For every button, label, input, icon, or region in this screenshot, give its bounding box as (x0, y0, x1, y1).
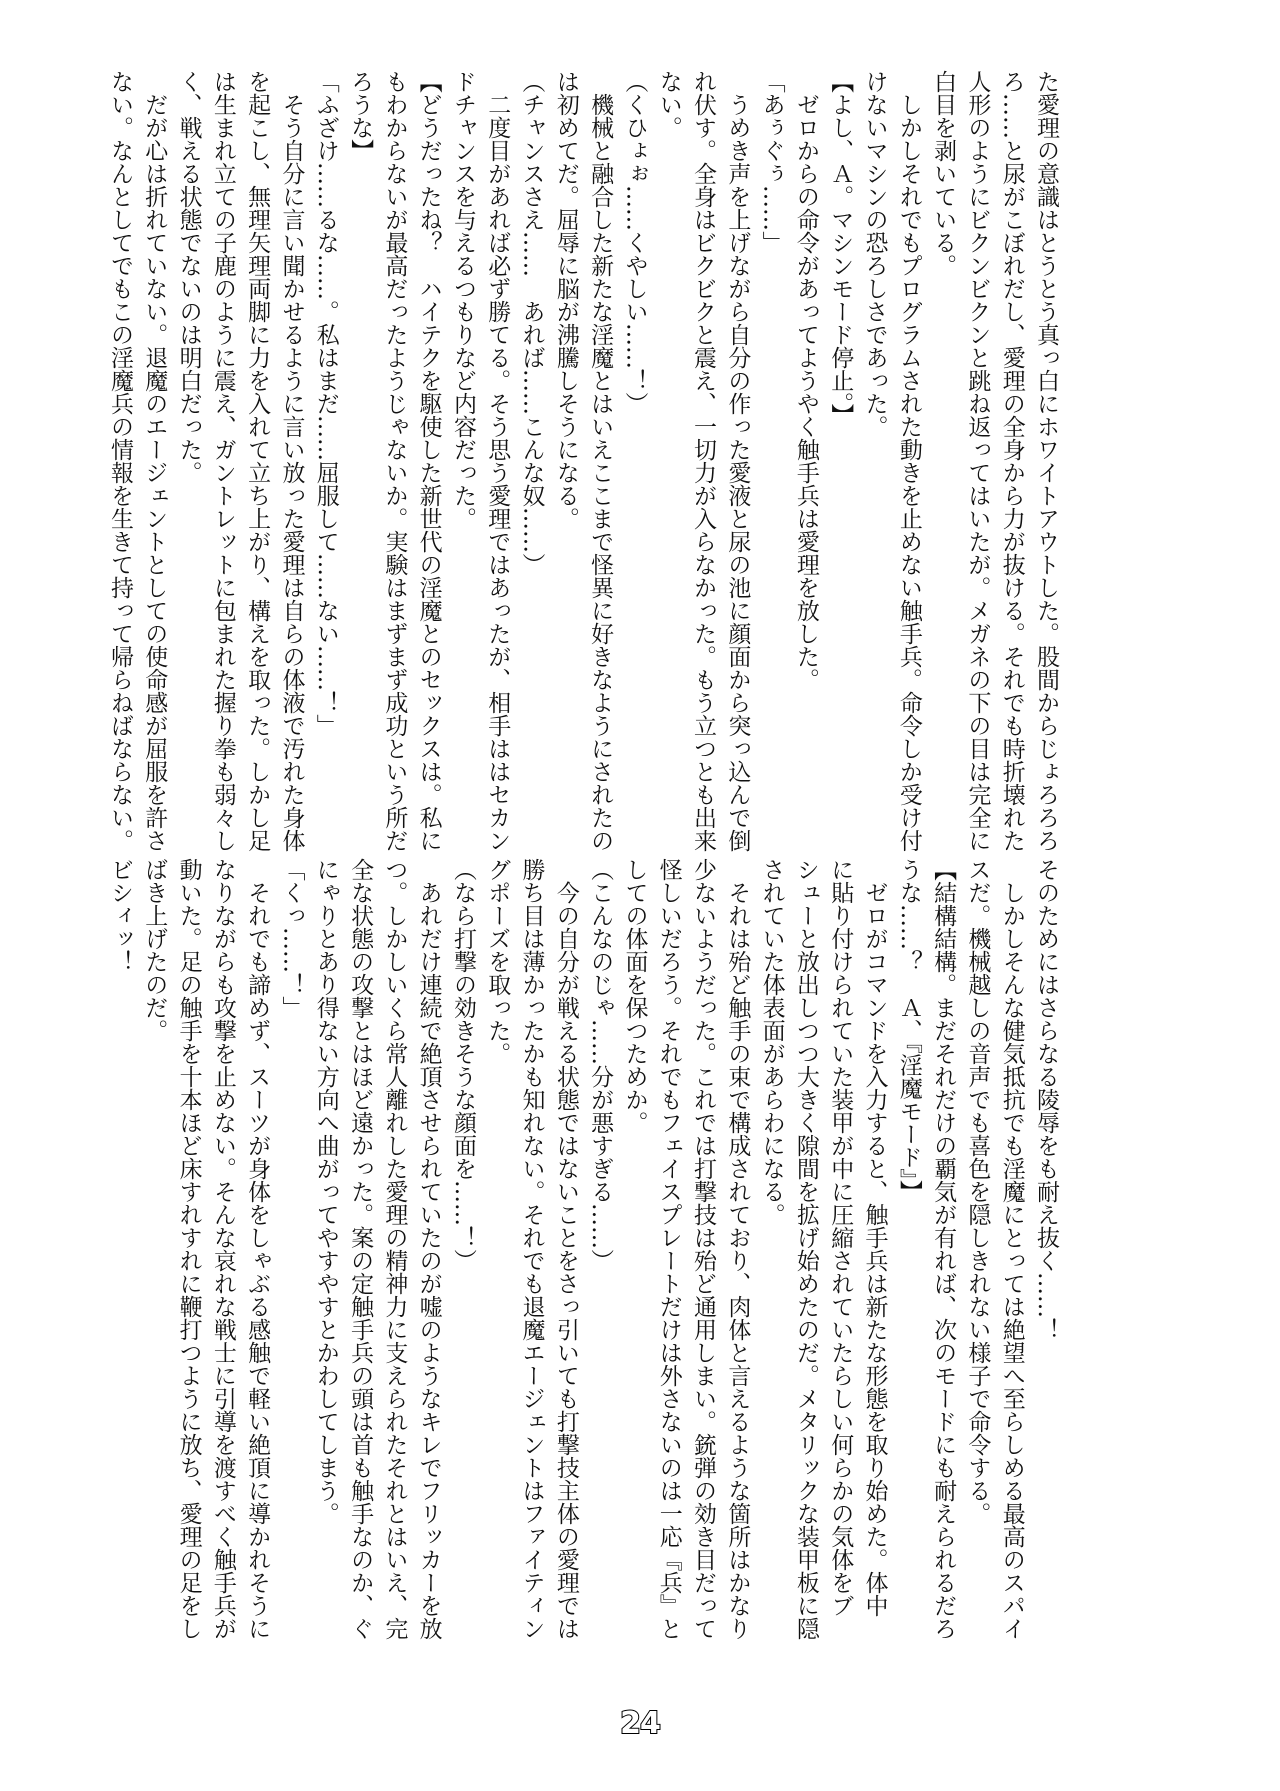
page-number (0, 1706, 1280, 1741)
page-number-label: 24 (620, 1706, 660, 1741)
text-line: （チャンスさえ…… あれば……こんな奴……） (518, 70, 545, 576)
text-line: 「ふざけ……るな……。私はまだ……屈服して……ない……！」 (312, 70, 339, 737)
text-line: 二度目があれば必ず勝てる。そう思う愛理ではあったが、相手ははセカン (484, 70, 511, 852)
text-line: ろ……と尿がこぼれだし、愛理の全身から力が抜ける。それでも時折壊れた (998, 70, 1025, 852)
text-line: つ。しかしいくら常人離れした愛理の精神力に支えられたそれとはいえ、完 (381, 858, 408, 1640)
text-line: 動いた。足の触手を十本ほど床すれすれに鞭打つように放ち、愛理の足をし (175, 858, 202, 1640)
text-block-upper (106, 70, 1063, 852)
text-line: 少ないようだった。これでは打撃技は殆ど通用しまい。銃弾の効き目だって (690, 858, 717, 1640)
text-line: 今の自分が戦える状態ではないことをさっ引いても打撃技主体の愛理では (552, 858, 579, 1640)
text-line: 人形のようにビクンビクンと跳ね返ってはいたが。メガネの下の目は完全に (964, 70, 991, 852)
text-line: ない。なんとしてでもこの淫魔兵の情報を生きて持って帰らねばならない。 (106, 70, 133, 852)
text-line: 怪しいだろう。それでもフェイスプレートだけは外さないのは一応『兵』と (655, 858, 682, 1640)
text-line: もわからないが最高だったようじゃないか。実験はまずまず成功という所だ (381, 70, 408, 852)
text-line: スだ。機械越しの音声でも喜色を隠しきれない様子で命令する。 (964, 858, 991, 1525)
text-line: 【結構結構。まだそれだけの覇気が有れば、次のモードにも耐えられるだろ (930, 858, 957, 1640)
text-line: ゼロからの命令があってようやく触手兵は愛理を放した。 (792, 70, 819, 691)
text-line: 「あぅぐぅ……」 (758, 70, 785, 254)
text-line: 勝ち目は薄かったかも知れない。それでも退魔エージェントはファイティン (518, 858, 545, 1640)
text-line: く、戦える状態でないのは明白だった。 (175, 70, 202, 484)
text-line: ビシィッ！ (106, 858, 133, 973)
text-line: ない。 (655, 70, 682, 139)
text-line: に貼り付けられていた装甲が中に圧縮されていたらしい何らかの気体をブ (827, 858, 854, 1617)
text-line: （なら打撃の効きそうな顔面を……！） (449, 858, 476, 1272)
text-line: そのためにはさらなる陵辱をも耐え抜く……！ (1033, 858, 1059, 1341)
text-line: ばき上げたのだ。 (141, 858, 168, 1042)
text-line: だが心は折れていない。退魔のエージェントとしての使命感が屈服を許さ (141, 70, 168, 852)
text-line: を起こし、無理矢理両脚に力を入れて立ち上がり、構えを取った。しかし足 (244, 70, 271, 852)
text-line: ゼロがコマンドを入力すると、触手兵は新たな形態を取り始めた。体中 (861, 858, 888, 1617)
text-line: は初めてだ。屈辱に脳が沸騰しそうになる。 (552, 70, 579, 530)
text-line: 機械と融合した新たな淫魔とはいえここまで怪異に好きなようにされたの (587, 70, 614, 852)
text-line: （くひょぉ……くやしい……！） (621, 70, 648, 415)
text-line: 全な状態の攻撃とはほど遠かった。案の定触手兵の頭は首も触手なのか、ぐ (347, 858, 374, 1640)
text-line: 「くっ……！」 (278, 858, 305, 1019)
text-line: にゃりとあり得ない方向へ曲がってやすやすとかわしてしまう。 (312, 858, 339, 1525)
text-line: た愛理の意識はとうとう真っ白にホワイトアウトした。股間からじょろろろ (1033, 70, 1059, 852)
text-line: は生まれ立ての子鹿のように震え、ガントレットに包まれた握り拳も弱々し (209, 70, 236, 852)
text-line: しかしそんな健気抵抗でも淫魔にとっては絶望へ至らしめる最高のスパイ (998, 858, 1025, 1640)
text-line: あれだけ連続で絶頂させられていたのが嘘のようなキレでフリッカーを放 (415, 858, 442, 1640)
text-line: グポーズを取った。 (484, 858, 511, 1065)
text-line: れ伏す。全身はビクビクと震え、一切力が入らなかった。もう立つとも出来 (690, 70, 717, 852)
text-line: シューと放出しつつ大きく隙間を拡げ始めたのだ。メタリックな装甲板に隠 (792, 858, 819, 1640)
text-line: けないマシンの恐ろしさであった。 (861, 70, 888, 438)
text-line: されていた体表面があらわになる。 (758, 858, 785, 1226)
text-block-lower (106, 858, 1063, 1640)
text-line: うめき声を上げながら自分の作った愛液と尿の池に顔面から突っ込んで倒 (724, 70, 751, 852)
text-line: 【よし、Ａ。マシンモード停止。】 (827, 70, 854, 427)
text-line: 白目を剥いている。 (930, 70, 957, 277)
text-line: ドチャンスを与えるつもりなど内容だった。 (449, 70, 476, 530)
text-line: 【どうだったね？ ハイテクを駆使した新世代の淫魔とのセックスは。私に (415, 70, 442, 852)
text-line: しての体面を保つためか。 (621, 858, 648, 1134)
text-line: うな……？ Ａ、『淫魔モード』】 (895, 858, 922, 1203)
text-line: ろうな】 (347, 70, 374, 162)
text-line: なりながらも攻撃を止めない。そんな哀れな戦士に引導を渡すべく触手兵が (209, 858, 236, 1640)
text-line: （こんなのじゃ……分が悪すぎる……） (587, 858, 614, 1272)
text-line: それでも諦めず、スーツが身体をしゃぶる感触で軽い絶頂に導かれそうに (244, 858, 271, 1640)
text-line: それは殆ど触手の束で構成されており、肉体と言えるような箇所はかなり (724, 858, 751, 1640)
text-line: そう自分に言い聞かせるように言い放った愛理は自らの体液で汚れた身体 (278, 70, 305, 852)
text-line: しかしそれでもプログラムされた動きを止めない触手兵。命令しか受け付 (895, 70, 922, 852)
